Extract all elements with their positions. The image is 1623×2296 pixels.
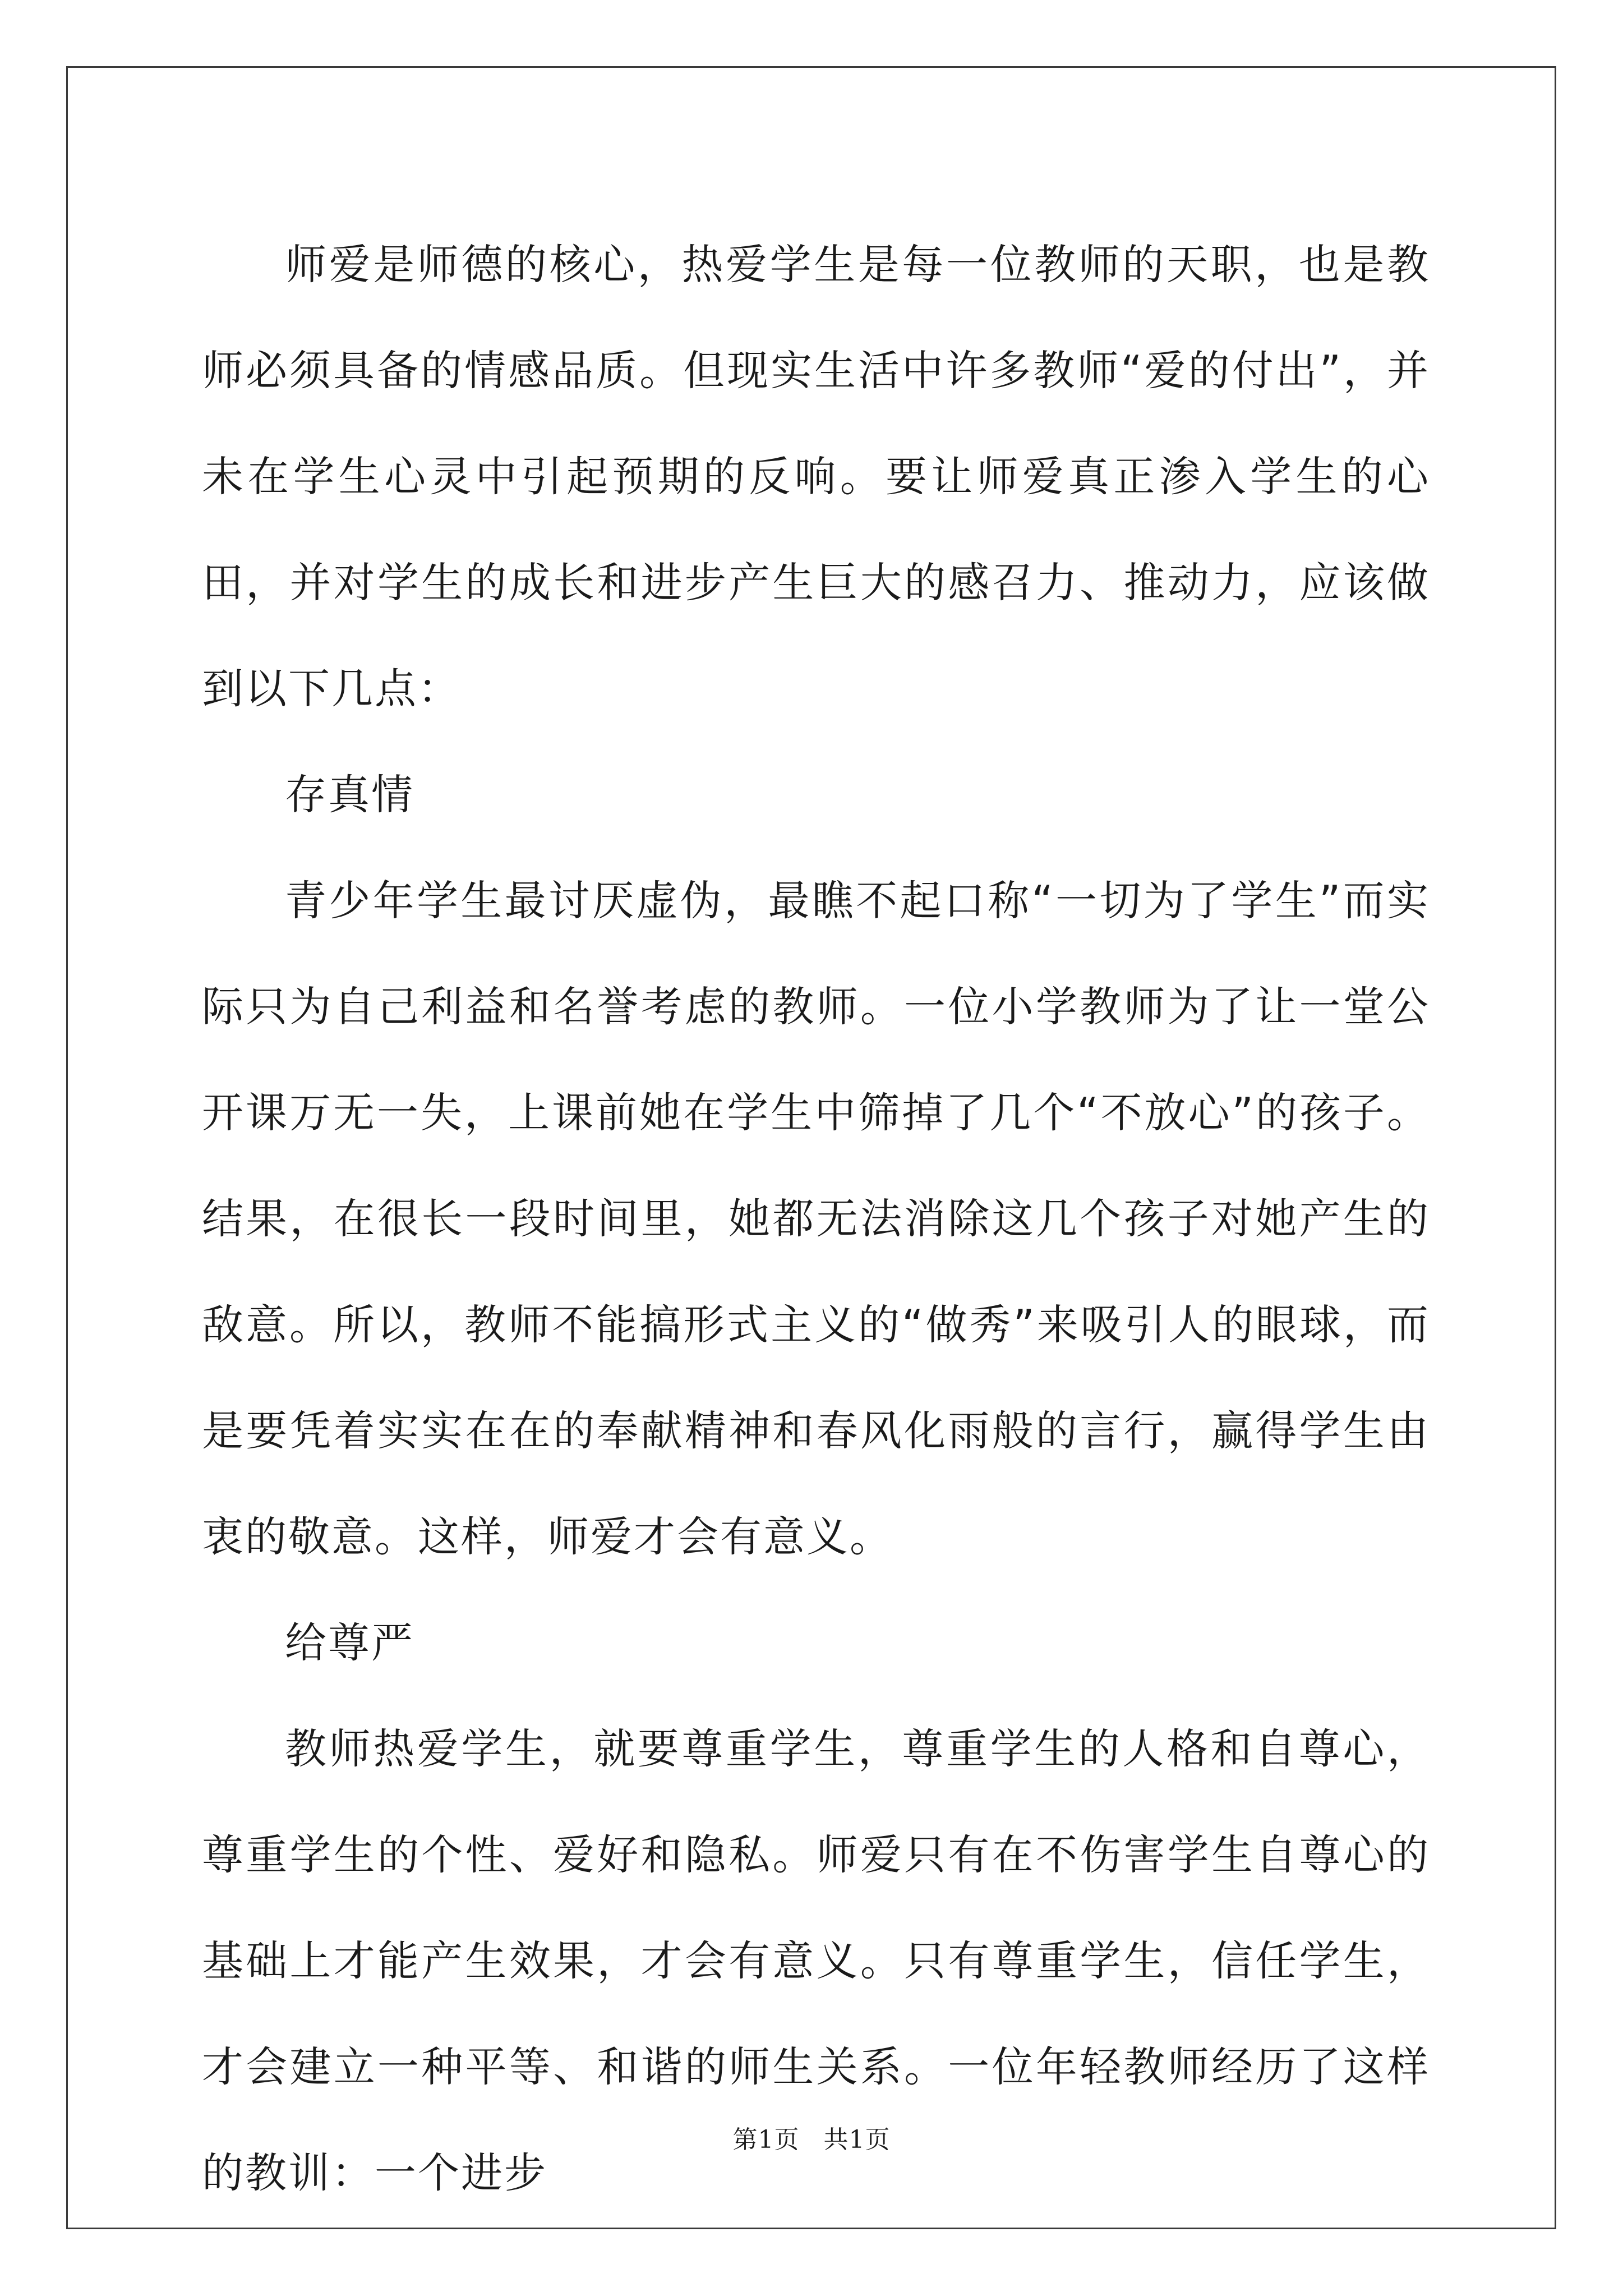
intro-paragraph: 师爱是师德的核心，热爱学生是每一位教师的天职，也是教师必须具备的情感品质。但现实生活中许多教师“爱的付出”，并未在学生心灵中引起预期的反响。要让师爱真正渗入学生的心田，并对学生的成长和进步产生巨大的感召力、推动力，应该做到以下几点： bbox=[202, 241, 1430, 713]
page-footer bbox=[0, 2119, 1623, 2155]
section-heading-zhenqing: 存真情 bbox=[285, 771, 414, 819]
page-number: 第1页 bbox=[732, 2125, 800, 2154]
page-total: 共1页 bbox=[823, 2125, 891, 2154]
section-heading-zunyan: 给尊严 bbox=[285, 1619, 414, 1667]
zhenqing-paragraph: 青少年学生最讨厌虚伪，最瞧不起口称“一切为了学生”而实际只为自己利益和名誉考虑的教师。一位小学教师为了让一堂公开课万无一失，上课前她在学生中筛掉了几个“不放心”的孩子。结果，在很长一段时间里，她都无法消除这几个孩子对她产生的敌意。所以，教师不能搞形式主义的“做秀”来吸引人的眼球，而是要凭着实实在在的奉献精神和春风化雨般的言行，赢得学生由衷的敬意。这样，师爱才会有意义。 bbox=[202, 877, 1430, 1561]
document-body bbox=[202, 212, 1430, 2226]
zunyan-paragraph: 教师热爱学生，就要尊重学生，尊重学生的人格和自尊心，尊重学生的个性、爱好和隐私。师爱只有在不伤害学生自尊心的基础上才能产生效果，才会有意义。只有尊重学生，信任学生，才会建立一种平等、和谐的师生关系。一位年轻教师经历了这样的教训：一个进步 bbox=[202, 1725, 1430, 2197]
